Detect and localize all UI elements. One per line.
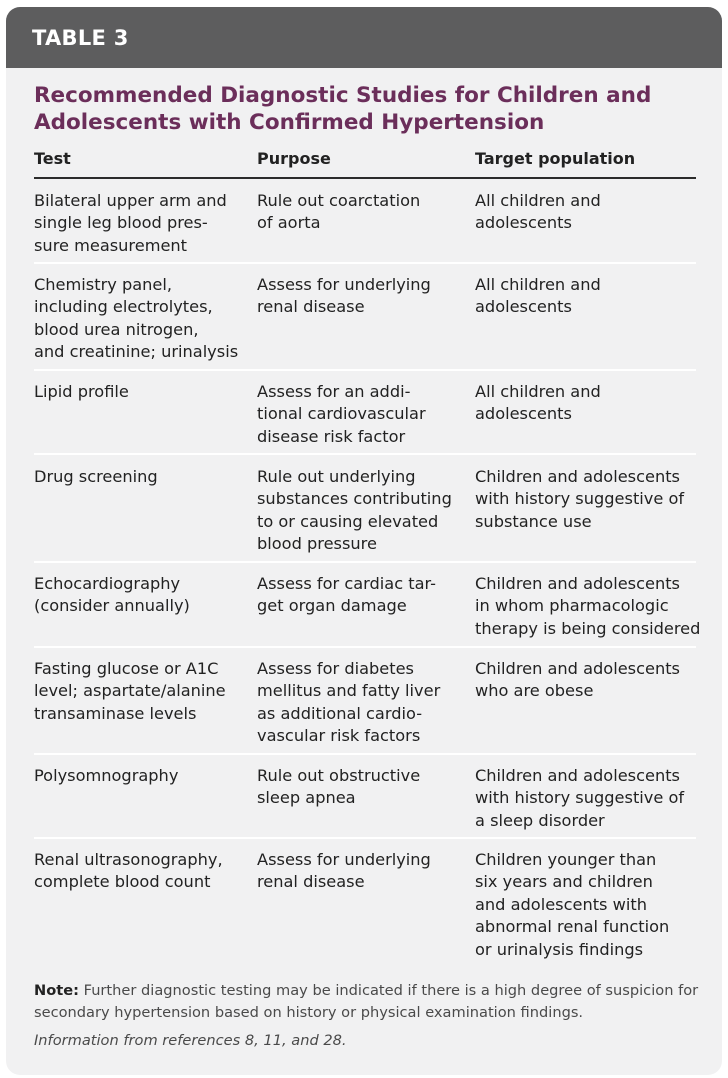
cell-purpose: Assess for underlying renal disease — [257, 850, 431, 892]
table-source: Information from references 8, 11, and 28. — [34, 1032, 347, 1049]
cell-test: Chemistry panel, including electrolytes, blood urea nitrogen, and creatinine; urinalysis — [34, 275, 239, 362]
cell-population: All children and adolescents — [475, 382, 601, 424]
table-label: TABLE 3 — [32, 26, 129, 50]
cell-purpose: Assess for an addi- tional cardiovascular disease risk factor — [257, 382, 426, 446]
column-header-target-population: Target population — [475, 149, 636, 168]
cell-test: Polysomnography — [34, 766, 179, 785]
header-divider — [34, 177, 696, 179]
cell-test: Lipid profile — [34, 382, 129, 401]
column-header-test: Test — [34, 149, 71, 168]
cell-purpose: Assess for cardiac tar- get organ damage — [257, 574, 436, 616]
table-card — [6, 7, 722, 1075]
column-header-purpose: Purpose — [257, 149, 331, 168]
cell-test: Fasting glucose or A1C level; aspartate/alanine transaminase levels — [34, 659, 226, 723]
row-divider — [34, 369, 696, 371]
table-title-line: Adolescents with Confirmed Hypertension — [34, 110, 545, 135]
row-divider — [34, 837, 696, 839]
cell-purpose: Rule out obstructive sleep apnea — [257, 766, 421, 808]
cell-population: Children and adolescents with history suggestive of a sleep disorder — [475, 766, 685, 830]
cell-population: All children and adolescents — [475, 275, 601, 317]
cell-purpose: Assess for diabetes mellitus and fatty liver as additional cardio- vascular risk factors — [257, 659, 441, 746]
cell-purpose: Assess for underlying renal disease — [257, 275, 431, 317]
table-label-bar — [6, 7, 722, 68]
row-divider — [34, 561, 696, 563]
row-divider — [34, 646, 696, 648]
table-note — [34, 980, 702, 1023]
note-text: Further diagnostic testing may be indicated if there is a high degree of suspicion for secondary hypertension based on history or physical examination findings. — [34, 982, 699, 1021]
cell-population: All children and adolescents — [475, 191, 601, 233]
cell-population: Children and adolescents with history suggestive of substance use — [475, 467, 685, 531]
cell-test: Bilateral upper arm and single leg blood pres- sure measurement — [34, 191, 227, 255]
cell-test: Drug screening — [34, 467, 158, 486]
cell-population: Children and adolescents in whom pharmacologic therapy is being considered — [475, 574, 701, 638]
cell-purpose: Rule out coarctation of aorta — [257, 191, 421, 233]
table-title-line: Recommended Diagnostic Studies for Children and — [34, 83, 652, 108]
row-divider — [34, 262, 696, 264]
cell-population: Children and adolescents who are obese — [475, 659, 680, 701]
cell-purpose: Rule out underlying substances contributing to or causing elevated blood pressure — [257, 467, 452, 554]
cell-population: Children younger than six years and children and adolescents with abnormal renal function or urinalysis findings — [475, 850, 670, 959]
note-label: Note: — [34, 982, 79, 999]
row-divider — [34, 453, 696, 455]
row-divider — [34, 753, 696, 755]
cell-test: Echocardiography (consider annually) — [34, 574, 190, 616]
table-title — [34, 82, 694, 136]
cell-test: Renal ultrasonography, complete blood count — [34, 850, 223, 892]
